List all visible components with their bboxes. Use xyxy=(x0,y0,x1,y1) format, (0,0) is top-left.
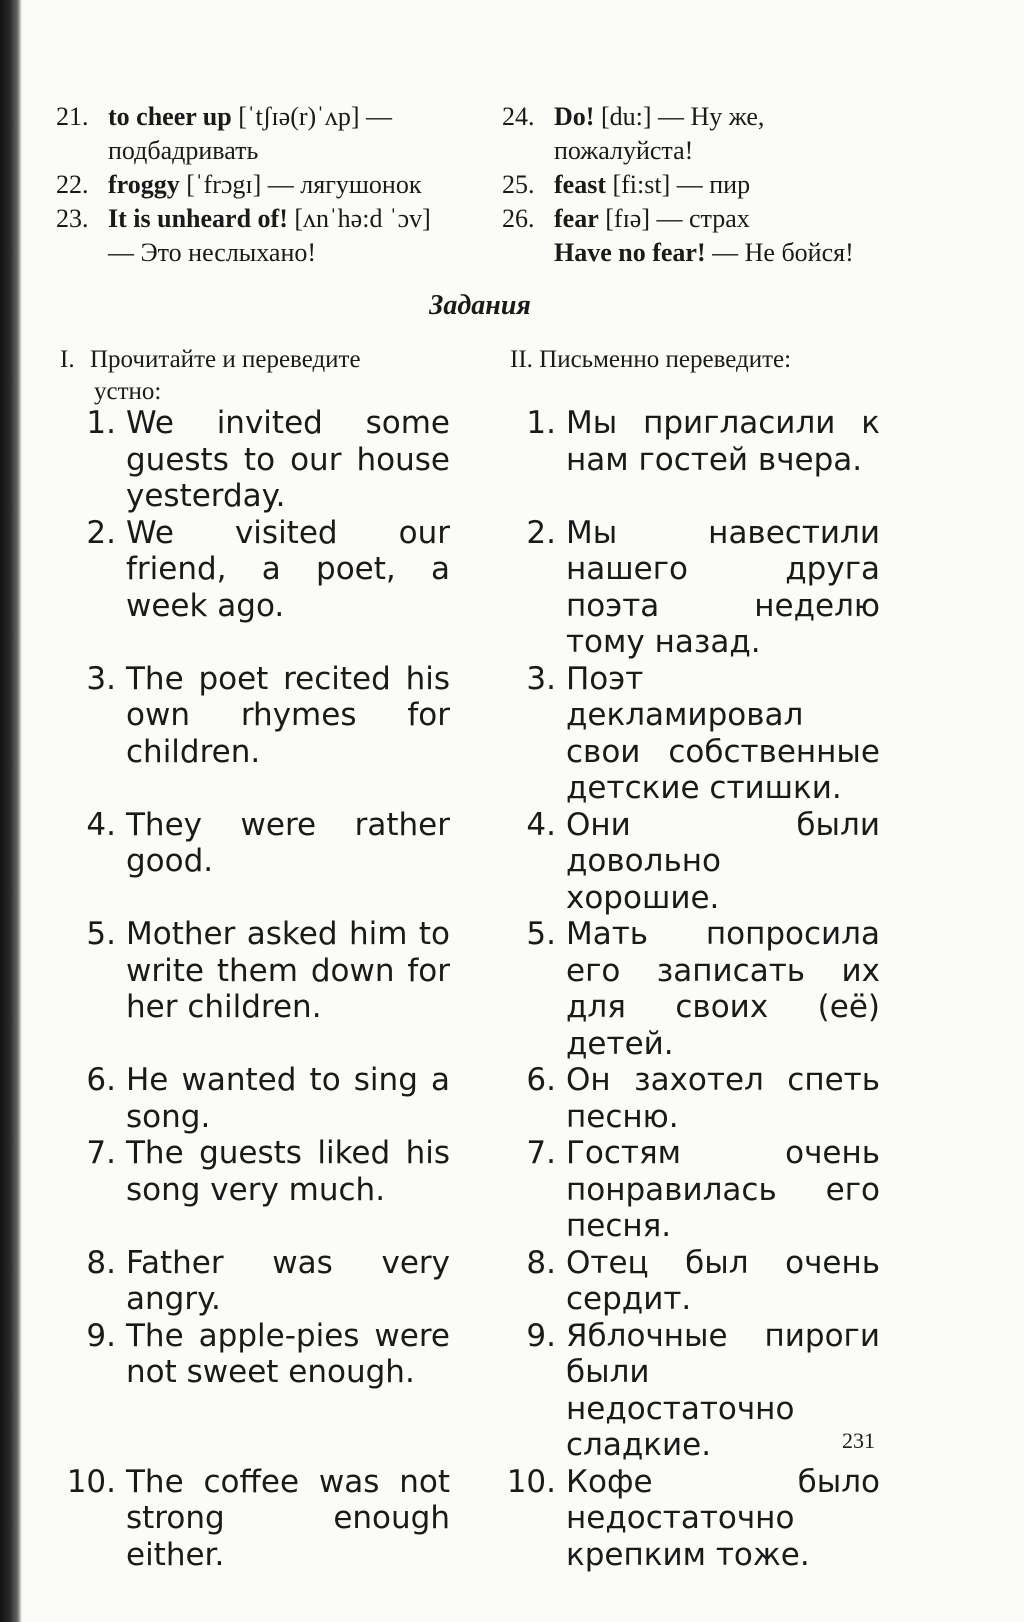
exercise-number: 10. xyxy=(66,1463,116,1500)
vocab-number: 22. xyxy=(56,170,89,199)
vocab-definition: [fi:st] — пир xyxy=(605,170,751,199)
exercise-number: 6. xyxy=(526,1062,556,1098)
exercise-english: The poet recited his own rhymes for children. xyxy=(126,660,450,770)
exercise-russian: Кофе было недостаточно крепким тоже. xyxy=(566,1463,880,1573)
exercise-number: 5. xyxy=(86,916,116,952)
instruction-written: II. Письменно переведите: xyxy=(510,346,792,373)
exercise-number: 3. xyxy=(86,660,116,697)
vocab-term: feast xyxy=(554,170,606,199)
vocab-item xyxy=(502,168,892,202)
vocab-term: It is unheard of! xyxy=(108,204,288,233)
vocab-definition: [ˈtʃɪə(r)ˈʌp] — подбадривать xyxy=(108,102,392,165)
vocab-item xyxy=(56,202,446,270)
exercise-number: 10. xyxy=(506,1463,556,1500)
exercise-english: They were rather good. xyxy=(126,806,450,879)
instruction-text-continued: устно: xyxy=(94,378,162,405)
vocab-term-phrase: Have no fear! xyxy=(554,238,706,267)
exercise-number: 7. xyxy=(86,1135,116,1171)
exercise-list xyxy=(60,405,880,1573)
exercise-row xyxy=(60,405,880,515)
assignments-title: Задания xyxy=(429,290,531,321)
vocab-number: 25. xyxy=(502,170,535,199)
exercise-row xyxy=(60,916,880,1062)
exercise-number: 8. xyxy=(86,1244,116,1281)
exercise-number: 1. xyxy=(526,405,556,441)
exercise-number: 2. xyxy=(86,514,116,551)
exercise-number: 4. xyxy=(86,806,116,843)
vocab-term: froggy xyxy=(108,170,180,199)
instruction-oral xyxy=(60,344,450,408)
exercise-english: We invited some guests to our house yesterday. xyxy=(126,405,450,514)
vocab-term: Do! xyxy=(554,102,595,131)
exercise-row xyxy=(60,515,880,661)
exercise-number: 5. xyxy=(526,916,556,952)
exercise-row xyxy=(60,1062,880,1135)
exercise-english: The guests liked his song very much. xyxy=(126,1135,450,1208)
exercise-english: We visited our friend, a poet, a week ago. xyxy=(126,514,450,624)
vocab-definition: [du:] — Ну же, пожалуйста! xyxy=(554,102,765,165)
exercise-russian: Яблочные пироги были недостаточно сладкие. xyxy=(566,1317,880,1463)
exercise-english: Mother asked him to write them down for her children. xyxy=(126,916,450,1025)
exercise-russian: Они были довольно хорошие. xyxy=(566,806,880,916)
vocab-item xyxy=(56,100,446,168)
exercise-number: 4. xyxy=(526,806,556,843)
book-spine-shadow xyxy=(0,0,22,1622)
vocab-definition: [fɪə] — страх xyxy=(598,204,750,233)
exercise-number: 6. xyxy=(86,1062,116,1098)
exercise-english: He wanted to sing a song. xyxy=(126,1062,450,1135)
instruction-number: I. xyxy=(60,346,75,373)
page-number: 231 xyxy=(842,1428,875,1453)
vocabulary-column-right xyxy=(502,100,892,270)
exercise-row xyxy=(60,1135,880,1245)
vocab-term: fear xyxy=(554,204,599,233)
vocab-definition-phrase: — Не бойся! xyxy=(705,238,854,267)
exercise-number: 7. xyxy=(526,1135,556,1171)
exercise-row xyxy=(60,661,880,807)
vocab-term: to cheer up xyxy=(108,102,232,131)
vocab-definition: [ˈfrɔgɪ] — лягушонок xyxy=(179,170,422,199)
exercise-russian: Он захотел спеть песню. xyxy=(566,1062,880,1135)
exercise-row xyxy=(60,1245,880,1318)
exercise-number: 8. xyxy=(526,1244,556,1281)
exercise-russian: Поэт декламировал свои собственные детские стишки. xyxy=(566,660,880,806)
instruction-text: Прочитайте и переведите xyxy=(90,346,361,373)
vocabulary-column-left xyxy=(56,100,446,270)
vocab-definition: [ʌnˈhə:d ˈɔv] — Это неслыхано! xyxy=(108,204,431,267)
exercise-row xyxy=(60,807,880,917)
vocab-item xyxy=(502,202,892,270)
exercise-row xyxy=(60,1464,880,1574)
exercise-english: The apple-pies were not sweet enough. xyxy=(126,1317,450,1390)
vocab-number: 26. xyxy=(502,204,535,233)
exercise-number: 1. xyxy=(86,405,116,441)
vocab-number: 23. xyxy=(56,204,89,233)
exercise-number: 9. xyxy=(86,1317,116,1354)
exercise-number: 2. xyxy=(526,514,556,551)
exercise-russian: Гостям очень понравилась его песня. xyxy=(566,1135,880,1244)
vocab-number: 21. xyxy=(56,102,89,131)
exercise-row xyxy=(60,1318,880,1464)
exercise-english: Father was very angry. xyxy=(126,1244,450,1317)
exercise-russian: Мы пригласили к нам гостей вчера. xyxy=(566,405,880,478)
exercise-russian: Мать попросила его записать их для своих (её) детей. xyxy=(566,916,880,1062)
vocab-item xyxy=(502,100,892,168)
vocab-number: 24. xyxy=(502,102,535,131)
exercise-russian: Мы навестили нашего друга поэта неделю тому назад. xyxy=(566,514,880,660)
vocab-item xyxy=(56,168,446,202)
exercise-english: The coffee was not strong enough either. xyxy=(126,1463,450,1573)
exercise-russian: Отец был очень сердит. xyxy=(566,1244,880,1317)
exercise-number: 3. xyxy=(526,660,556,697)
exercise-number: 9. xyxy=(526,1317,556,1354)
